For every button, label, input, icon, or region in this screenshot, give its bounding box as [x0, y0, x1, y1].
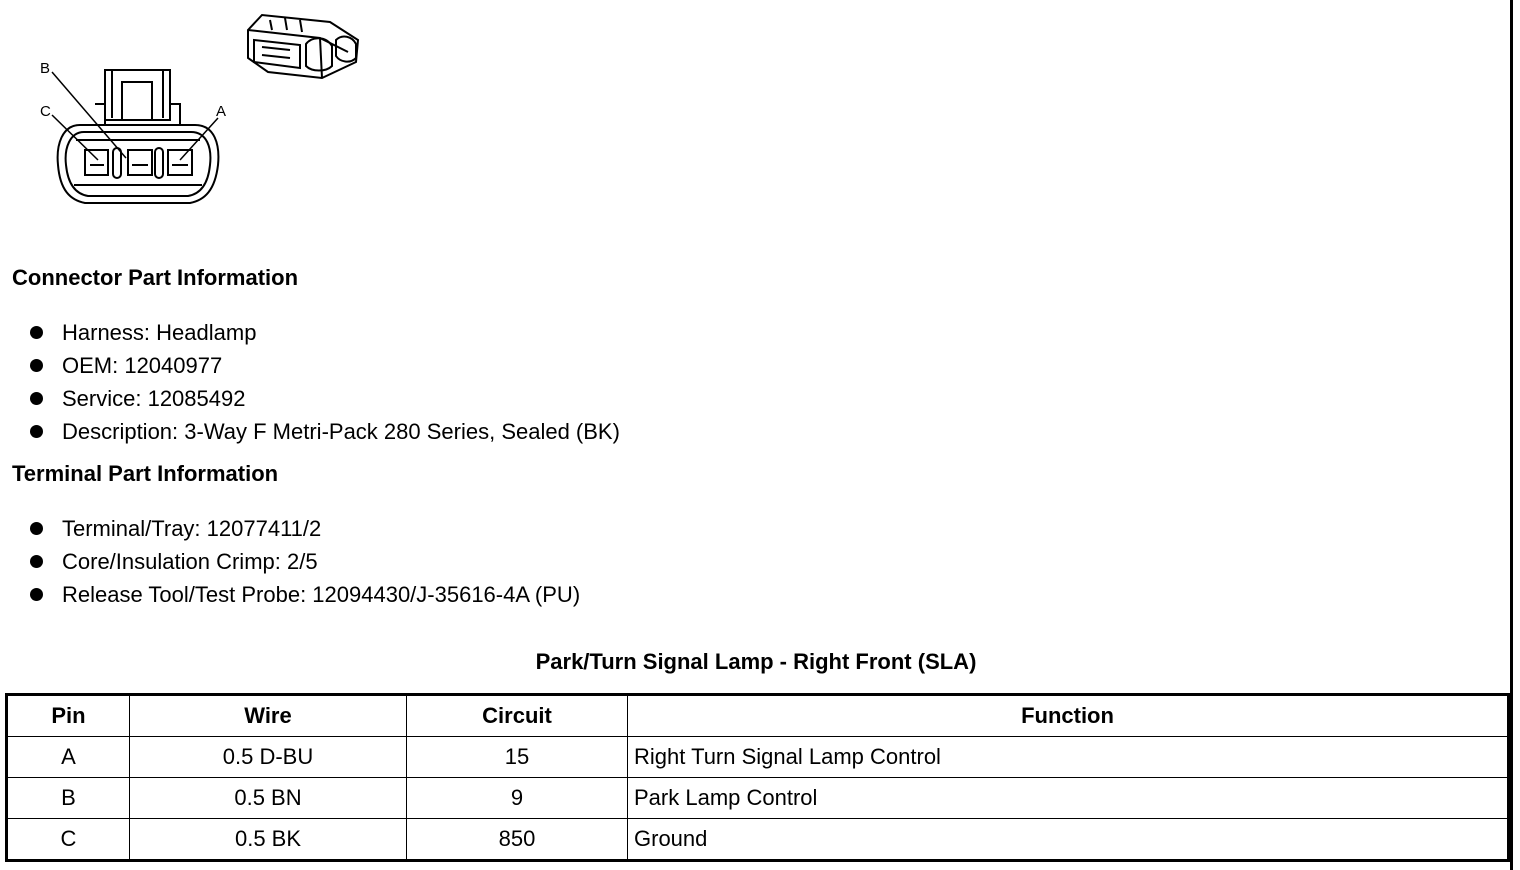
bullet-icon	[30, 392, 43, 405]
bullet-icon	[30, 588, 43, 601]
connector-face	[58, 70, 219, 203]
pin-label-b: B	[40, 60, 51, 77]
wire-column-header: Wire	[130, 695, 407, 737]
circuit-cell: 9	[407, 778, 628, 819]
terminal-part-list	[28, 512, 580, 611]
bullet-icon	[30, 522, 43, 535]
page-right-border	[1510, 0, 1513, 870]
circuit-column-header: Circuit	[407, 695, 628, 737]
terminal-part-heading: Terminal Part Information	[12, 461, 279, 486]
list-item	[28, 349, 620, 382]
table-row	[7, 778, 1509, 819]
table-row	[7, 737, 1509, 778]
list-item	[28, 382, 620, 415]
list-item	[28, 578, 580, 611]
wire-cell: 0.5 D-BU	[130, 737, 407, 778]
description-text: Description: 3-Way F Metri-Pack 280 Series, Sealed (BK)	[62, 419, 620, 444]
wire-cell: 0.5 BK	[130, 819, 407, 861]
pin-cell: C	[7, 819, 130, 861]
bullet-icon	[30, 555, 43, 568]
pin-column-header: Pin	[7, 695, 130, 737]
service-text: Service: 12085492	[62, 386, 246, 411]
function-cell: Park Lamp Control	[628, 778, 1509, 819]
pin-table-title: Park/Turn Signal Lamp - Right Front (SLA)	[535, 649, 977, 674]
table-header-row	[7, 695, 1509, 737]
bullet-icon	[30, 359, 43, 372]
pin-table	[5, 693, 1510, 862]
list-item	[28, 415, 620, 448]
function-column-header: Function	[628, 695, 1509, 737]
circuit-cell: 850	[407, 819, 628, 861]
list-item	[28, 545, 580, 578]
bullet-icon	[30, 425, 43, 438]
pin-cell: B	[7, 778, 130, 819]
wire-cell: 0.5 BN	[130, 778, 407, 819]
pin-leader-lines	[52, 72, 218, 160]
connector-part-list	[28, 316, 620, 448]
circuit-cell: 15	[407, 737, 628, 778]
oem-text: OEM: 12040977	[62, 353, 223, 378]
pin-cell: A	[7, 737, 130, 778]
pin-label-a: A	[216, 103, 227, 120]
connector-3d-icon	[248, 15, 358, 78]
bullet-icon	[30, 326, 43, 339]
function-cell: Ground	[628, 819, 1509, 861]
connector-part-heading: Connector Part Information	[12, 265, 299, 290]
release-tool-text: Release Tool/Test Probe: 12094430/J-35616-4A (PU)	[62, 582, 581, 607]
terminal-tray-text: Terminal/Tray: 12077411/2	[62, 516, 322, 541]
crimp-text: Core/Insulation Crimp: 2/5	[62, 549, 318, 574]
connector-diagram	[30, 5, 380, 215]
pin-label-c: C	[40, 103, 51, 120]
table-row	[7, 819, 1509, 861]
harness-text: Harness: Headlamp	[62, 320, 257, 345]
function-cell: Right Turn Signal Lamp Control	[628, 737, 1509, 778]
list-item	[28, 512, 580, 545]
list-item	[28, 316, 620, 349]
